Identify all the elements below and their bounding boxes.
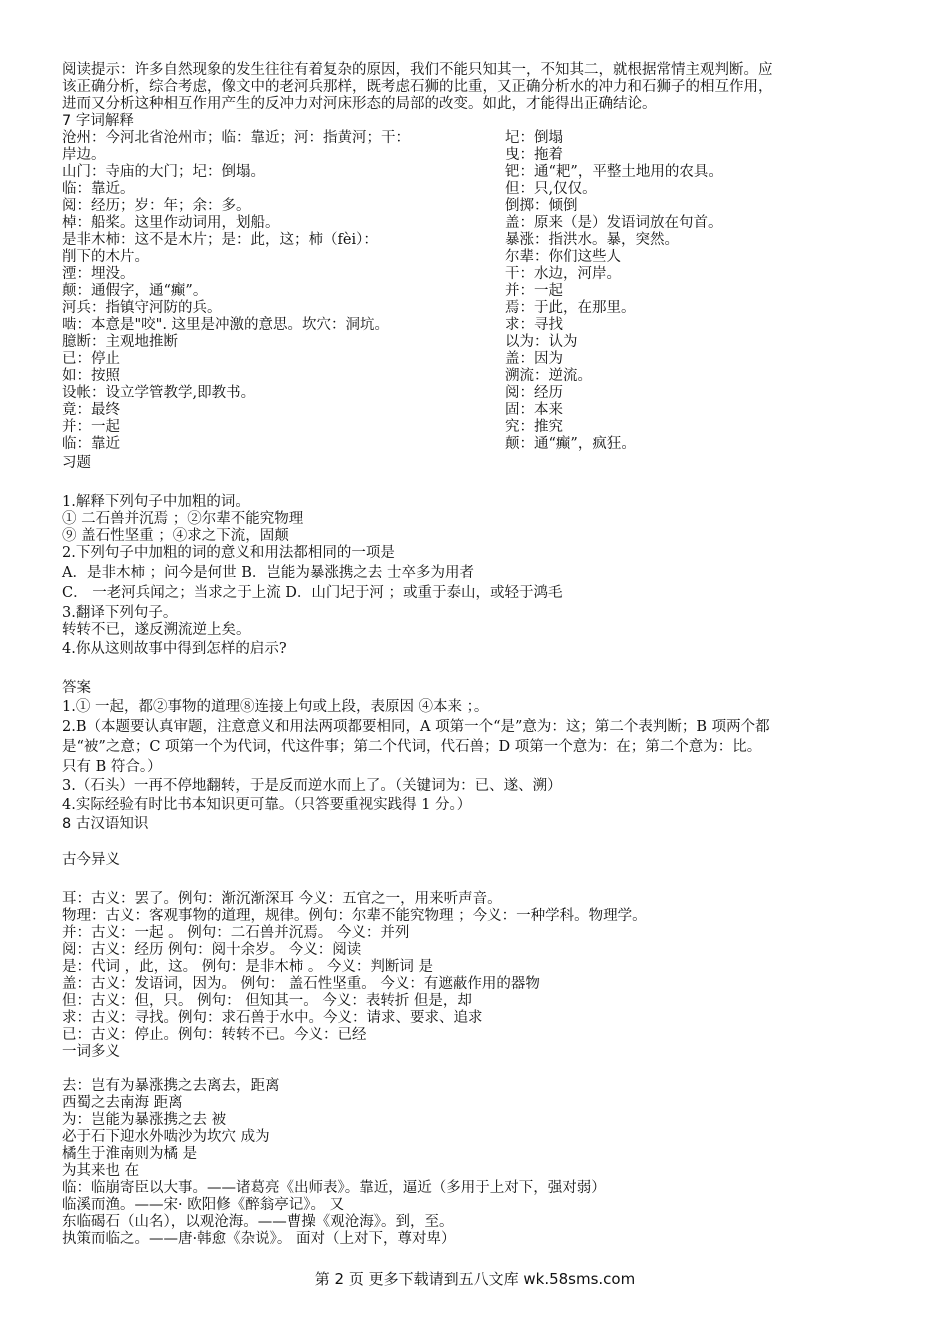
gujin-line: 盖：古义：发语词，因为。 例句： 盖石性坚重。 今义：有遮蔽作用的器物 xyxy=(62,976,540,992)
vocab-left-item: 沧州：今河北省沧州市；临：靠近；河：指黄河；干： xyxy=(62,130,410,146)
vocab-left-item: 临：靠近。 xyxy=(62,181,135,197)
answer-line: 4.实际经验有时比书本知识更可靠。（只答要重视实践得 1 分。） xyxy=(62,797,472,813)
exercise-line: 1.解释下列句子中加粗的词。 xyxy=(62,494,250,510)
vocab-right-item: 固：本来 xyxy=(505,402,563,418)
section-7-title: 7 字词解释 xyxy=(62,113,134,129)
exercise-line: ⑨ 盖石性坚重 ；④求之下流，固颠 xyxy=(62,528,289,544)
vocab-right-item: 圮：倒塌 xyxy=(505,130,563,146)
vocab-right-item: 曳：拖着 xyxy=(505,147,563,163)
answer-line: 3.（石头）一再不停地翻转，于是反而逆水而上了。（关键词为：已、遂、溯） xyxy=(62,778,562,794)
answer-title: 答案 xyxy=(62,680,91,696)
duoyi-line: 执策而临之。——唐·韩愈《杂说》。 面对（上对下，尊对卑） xyxy=(62,1231,456,1247)
vocab-right-item: 焉：于此，在那里。 xyxy=(505,300,636,316)
vocab-right-item: 尔辈：你们这些人 xyxy=(505,249,621,265)
vocab-left-item: 臆断：主观地推断 xyxy=(62,334,178,350)
gujin-line: 但：古义：但，只。 例句： 但知其一。 今义：表转折 但是，却 xyxy=(62,993,472,1009)
duoyi-line: 橘生于淮南则为橘 是 xyxy=(62,1146,198,1162)
duoyi-line: 东临碣石（山名），以观沧海。——曹操《观沧海》。到，至。 xyxy=(62,1214,454,1230)
exercise-title: 习题 xyxy=(62,455,91,471)
vocab-right-item: 但：只,仅仅。 xyxy=(505,181,597,197)
exercise-line: 3.翻译下列句子。 xyxy=(62,605,178,621)
vocab-right-item: 钯：通“耙”，平整土地用的农具。 xyxy=(505,164,723,180)
vocab-left-item: 如：按照 xyxy=(62,368,120,384)
vocab-left-item: 竟：最终 xyxy=(62,402,120,418)
vocab-left-item: 啮：本意是"咬". 这里是冲激的意思。坎穴：洞坑。 xyxy=(62,317,390,333)
intro-line: 该正确分析，综合考虑，像文中的老河兵那样，既考虑石狮的比重，又正确分析水的冲力和石狮子的相互作用， xyxy=(62,79,773,95)
vocab-right-item: 以为：认为 xyxy=(505,334,578,350)
page-footer: 第 2 页 更多下载请到五八文库 wk.58sms.com xyxy=(314,1270,636,1288)
vocab-left-item: 设帐：设立学管教学,即教书。 xyxy=(62,385,256,401)
vocab-left-item: 岸边。 xyxy=(62,147,106,163)
vocab-right-item: 干：水边，河岸。 xyxy=(505,266,621,282)
vocab-right-item: 并：一起 xyxy=(505,283,563,299)
gujin-title: 古今异义 xyxy=(62,852,120,868)
vocab-left-item: 河兵：指镇守河防的兵。 xyxy=(62,300,222,316)
vocab-right-item: 盖：原来（是）发语词放在句首。 xyxy=(505,215,723,231)
vocab-left-item: 颠：通假字，通“癫”。 xyxy=(62,283,208,299)
vocab-left-item: 山门：寺庙的大门；圮：倒塌。 xyxy=(62,164,265,180)
vocab-left-item: 阅：经历；岁：年；余：多。 xyxy=(62,198,251,214)
exercise-line: ① 二石兽并沉焉 ；②尔辈不能究物理 xyxy=(62,511,304,527)
gujin-line: 耳：古义：罢了。例句：渐沉渐深耳 今义：五官之一，用来听声音。 xyxy=(62,891,502,907)
duoyi-line: 临：临崩寄臣以大事。——诸葛亮《出师表》。靠近，逼近（多用于上对下，强对弱） xyxy=(62,1180,606,1196)
vocab-left-item: 棹：船桨。这里作动词用，划船。 xyxy=(62,215,280,231)
intro-line: 进而又分析这种相互作用产生的反冲力对河床形态的局部的改变。如此，才能得出正确结论。 xyxy=(62,96,657,112)
vocab-right-item: 求：寻找 xyxy=(505,317,563,333)
duoyi-line: 西蜀之去南海 距离 xyxy=(62,1095,183,1111)
duoyi-line: 为：岂能为暴涨携之去 被 xyxy=(62,1112,227,1128)
exercise-line: 转转不已，遂反溯流逆上矣。 xyxy=(62,622,251,638)
intro-line: 阅读提示：许多自然现象的发生往往有着复杂的原因，我们不能只知其一，不知其二，就根据常情主观判断。应 xyxy=(62,62,773,78)
answer-line: 是“被”之意；C 项第一个为代词，代这件事；第二个代词，代石兽；D 项第一个意为：在；第二个意为：比。 xyxy=(62,739,762,755)
gujin-line: 求：古义：寻找。例句：求石兽于水中。今义：请求、要求、追求 xyxy=(62,1010,483,1026)
duoyi-line: 为其来也 在 xyxy=(62,1163,140,1179)
section-8-title: 8 古汉语知识 xyxy=(62,816,149,832)
exercise-line: C． 一老河兵闻之；当求之于上流 D．山门圮于河 ；或重于泰山，或轻于鸿毛 xyxy=(62,585,563,601)
vocab-left-item: 并：一起 xyxy=(62,419,120,435)
gujin-line: 阅：古义：经历 例句：阅十余岁。 今义：阅读 xyxy=(62,942,362,958)
gujin-line: 并：古义：一起 。 例句：二石兽并沉焉。 今义：并列 xyxy=(62,925,410,941)
duoyi-line: 必于石下迎水外啮沙为坎穴 成为 xyxy=(62,1129,270,1145)
exercise-line: 2.下列句子中加粗的词的意义和用法都相同的一项是 xyxy=(62,545,395,561)
vocab-left-item: 湮：埋没。 xyxy=(62,266,135,282)
answer-line: 只有 B 符合。） xyxy=(62,759,162,775)
vocab-right-item: 阅：经历 xyxy=(505,385,563,401)
vocab-right-item: 盖：因为 xyxy=(505,351,563,367)
vocab-left-item: 是非木柿：这不是木片；是：此，这；柿（fèi）： xyxy=(62,232,378,248)
vocab-right-item: 究：推究 xyxy=(505,419,563,435)
duoyi-line: 临溪而渔。——宋· 欧阳修《醉翁亭记》。 又 xyxy=(62,1197,345,1213)
exercise-line: A．是非木柿 ；问今是何世 B．岂能为暴涨携之去 士卒多为用者 xyxy=(62,565,474,581)
vocab-left-item: 已：停止 xyxy=(62,351,120,367)
vocab-left-item: 削下的木片。 xyxy=(62,249,149,265)
vocab-right-item: 暴涨：指洪水。暴，突然。 xyxy=(505,232,679,248)
gujin-line: 已：古义：停止。例句：转转不已。今义：已经 xyxy=(62,1027,367,1043)
duoyi-line: 去：岂有为暴涨携之去离去，距离 xyxy=(62,1078,280,1094)
duoyi-title: 一词多义 xyxy=(62,1044,120,1060)
exercise-line: 4.你从这则故事中得到怎样的启示? xyxy=(62,641,287,657)
vocab-right-item: 颠：通“癫”，疯狂。 xyxy=(505,436,636,452)
answer-line: 1.① 一起，都②事物的道理⑧连接上句或上段，表原因 ④本来 ；。 xyxy=(62,699,489,715)
vocab-right-item: 倒掷：倾倒 xyxy=(505,198,578,214)
vocab-left-item: 临：靠近 xyxy=(62,436,120,452)
gujin-line: 是：代词 ，此，这。 例句：是非木柿 。 今义：判断词 是 xyxy=(62,959,434,975)
answer-line: 2.B（本题要认真审题，注意意义和用法两项都要相同，A 项第一个“是”意为：这；第二个表判断；B 项两个都 xyxy=(62,719,770,735)
vocab-right-item: 溯流：逆流。 xyxy=(505,368,592,384)
gujin-line: 物理：古义：客观事物的道理，规律。例句：尔辈不能究物理 ；今义：一种学科。物理学。 xyxy=(62,908,647,924)
